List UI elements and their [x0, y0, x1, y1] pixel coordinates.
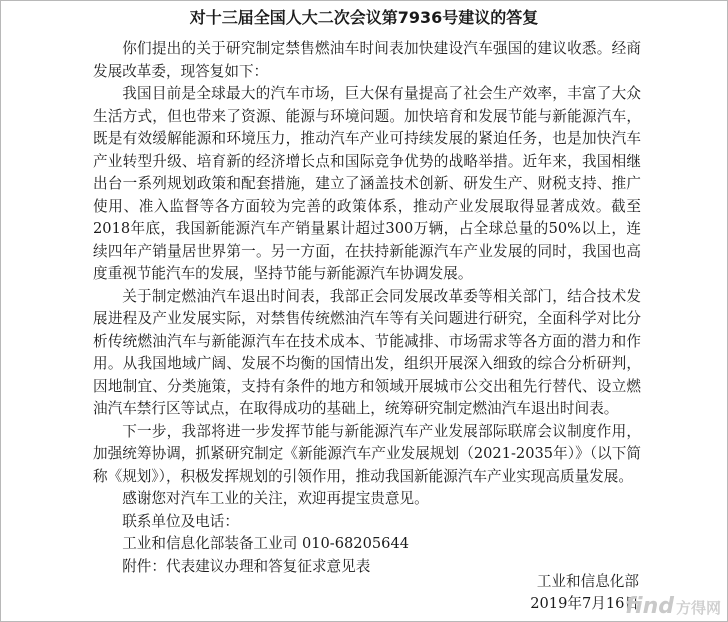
paragraph-background: 我国目前是全球最大的汽车市场，巨大保有量提高了社会生产效率，丰富了大众生活方式，但也带来了资源、能源与环境问题。加快培育和发展节能与新能源汽车，既是有效缓解能源和环境压力，推动汽车产业可持续发展的紧迫任务，也是加快汽车产业转型升级、培育新的经济增长点和国际竞争优势的战略举措。近年来，我国相继出台一系列规划政策和配套措施，建立了涵盖技术创新、研发生产、财税支持、推广使用、准入监督等各方面较为完善的政策体系，推动产业发展取得显著成效。截至2018年底，我国新能源汽车产销量累计超过300万辆，占全球总量的50%以上，连续四年产销量居世界第一。另一方面，在扶持新能源汽车产业发展的同时，我国也高度重视节能汽车的发展，坚持节能与新能源汽车协调发展。: [93, 85, 641, 282]
attachment-line: 附件：代表建议办理和答复征求意见表: [122, 557, 371, 575]
contact-info: 工业和信息化部装备工业司 010-68205644: [122, 535, 410, 552]
document-title: 对十三届全国人大二次会议第7936号建议的答复: [189, 8, 539, 27]
paragraph-next-steps: 下一步，我部将进一步发挥节能与新能源汽车产业发展部际联席会议制度作用，加强统筹协调，抓紧研究制定《新能源汽车产业发展规划（2021-2035年）》（以下简称《规划》），积极发挥规划的引领作用，推动我国新能源汽车产业实现高质量发展。: [93, 422, 641, 485]
document-body: [93, 38, 641, 578]
contact-heading: 联系单位及电话：: [122, 512, 239, 530]
watermark-brand: find: [625, 594, 674, 619]
signature-date: 2019年7月16日: [530, 595, 639, 612]
paragraph-thanks: 感谢您对汽车工业的关注，欢迎再提宝贵意见。: [122, 490, 429, 507]
paragraph-timetable: 关于制定燃油汽车退出时间表，我部正会同发展改革委等相关部门，结合技术发展进程及产业发展实际，对禁售传统燃油汽车等有关问题进行研究，全面科学对比分析传统燃油汽车与新能源汽车在技术成本、节能减排、市场需求等各方面的潜力和作用。从我国地域广阔、发展不均衡的国情出发，组织开展深入细致的综合分析研判，因地制宜、分类施策，支持有条件的地方和领域开展城市公交出租先行替代、设立燃油汽车禁行区等试点，在取得成功的基础上，统筹研究制定燃油汽车退出时间表。: [93, 287, 641, 417]
paragraph-intro: 你们提出的关于研究制定禁售燃油车时间表加快建设汽车强国的建议收悉。经商发展改革委，现答复如下：: [93, 40, 641, 80]
watermark-suffix: 方得网: [675, 599, 721, 617]
site-watermark: [625, 594, 721, 619]
signature-block: [530, 571, 639, 615]
signature-org: 工业和信息化部: [536, 573, 639, 590]
